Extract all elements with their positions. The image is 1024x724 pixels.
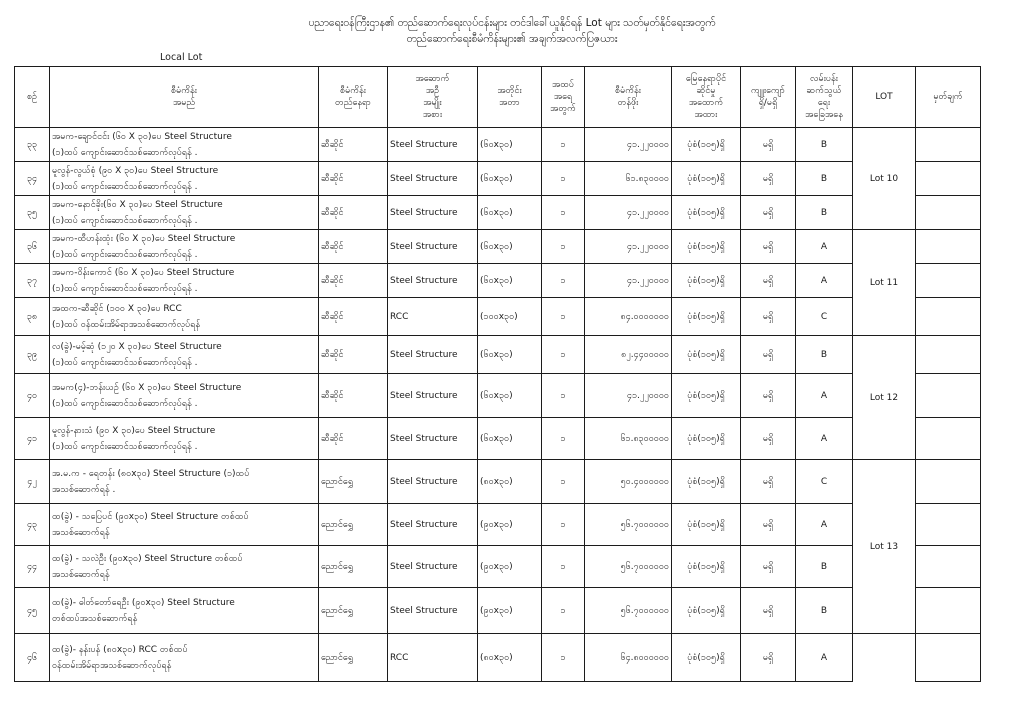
road-cell: A <box>796 418 853 460</box>
project-name-cell <box>50 418 319 460</box>
units-cell: ၁ <box>542 230 585 264</box>
lot-cell: Lot 12 <box>853 336 916 460</box>
land-cell: ပုံစံ(၁၀၅)ရှိ <box>672 230 741 264</box>
cost-cell: ၄၁.၂၂၀၀၀၀ <box>585 374 672 418</box>
serial-cell: ၃၄ <box>15 162 50 196</box>
location-cell: ညောင်ရွှေ <box>319 588 388 634</box>
land-cell: ပုံစံ(၁၀၅)ရှိ <box>672 196 741 230</box>
serial-cell: ၃၆ <box>15 230 50 264</box>
land-cell: ပုံစံ(၁၀၅)ရှိ <box>672 460 741 504</box>
road-cell: B <box>796 336 853 374</box>
encroach-cell: မရှိ <box>741 418 796 460</box>
project-name-line2: အသစ်ဆောက်ရန် <box>52 569 110 580</box>
size-cell: (၆၀x၃၀) <box>478 418 542 460</box>
remarks-cell <box>916 634 981 682</box>
land-cell: ပုံစံ(၁၀၅)ရှိ <box>672 264 741 298</box>
road-cell: C <box>796 460 853 504</box>
size-cell: (၉၀x၃၀) <box>478 546 542 588</box>
serial-cell: ၃၅ <box>15 196 50 230</box>
road-cell: B <box>796 196 853 230</box>
building-type-cell: RCC <box>388 634 478 682</box>
encroach-cell: မရှိ <box>741 298 796 336</box>
project-name-line2: (၁)ထပ် ကျောင်းဆောင်သစ်ဆောက်လုပ်ရန် . <box>52 147 198 158</box>
land-cell: ပုံစံ(၁၀၅)ရှိ <box>672 162 741 196</box>
encroach-cell: မရှိ <box>741 336 796 374</box>
remarks-cell <box>916 196 981 230</box>
land-cell: ပုံစံ(၁၀၅)ရှိ <box>672 336 741 374</box>
road-cell: A <box>796 374 853 418</box>
units-cell: ၁ <box>542 418 585 460</box>
units-cell: ၁ <box>542 264 585 298</box>
building-type-cell: Steel Structure <box>388 336 478 374</box>
land-cell: ပုံစံ(၁၀၅)ရှိ <box>672 298 741 336</box>
road-cell: A <box>796 264 853 298</box>
remarks-cell <box>916 460 981 504</box>
encroach-cell: မရှိ <box>741 546 796 588</box>
building-type-cell: Steel Structure <box>388 460 478 504</box>
project-name-line2: (၁)ထပ် ကျောင်းဆောင်သစ်ဆောက်လုပ်ရန် . <box>52 215 198 226</box>
project-name-line2: (၁)ထပ် ကျောင်းဆောင်သစ်ဆောက်လုပ်ရန် . <box>52 283 198 294</box>
header-project-name: စီမံကိန်း အမည် <box>50 67 319 128</box>
cost-cell: ၅၆.၇၀၀၀၀၀၀ <box>585 504 672 546</box>
road-cell: B <box>796 546 853 588</box>
project-name-line1: လ(ခွဲ)-မမ့်ဆုံ (၁၂၀ X ၃၀)ပေ Steel Structure <box>52 341 222 352</box>
cost-cell: ၈၂.၄၄၀၀၀၀၀ <box>585 336 672 374</box>
encroach-cell: မရှိ <box>741 162 796 196</box>
location-cell: ညောင်ရွှေ <box>319 460 388 504</box>
building-type-cell: Steel Structure <box>388 230 478 264</box>
project-name-line1: အ.မ.က - ရေတန်း (၈၀x၃၀) Steel Structure (၁)ထပ် <box>52 468 250 479</box>
table-row <box>15 460 981 504</box>
project-name-line1: ထ(ခွဲ) - သလဲဦး (၉၀x၃၀) Steel Structure တစ်ထပ် <box>52 553 243 564</box>
remarks-cell <box>916 546 981 588</box>
project-name-line2: (၁)ထပ် ကျောင်းဆောင်သစ်ဆောက်လုပ်ရန် . <box>52 357 198 368</box>
building-type-cell: Steel Structure <box>388 196 478 230</box>
serial-cell: ၄၀ <box>15 374 50 418</box>
building-type-cell: Steel Structure <box>388 546 478 588</box>
remarks-cell <box>916 418 981 460</box>
table-row <box>15 418 981 460</box>
project-name-line2: အသစ်ဆောက်ရန် <box>52 527 110 538</box>
project-name-line2: အသစ်ဆောက်ရန် . <box>52 484 116 495</box>
location-cell: ဆီဆိုင် <box>319 196 388 230</box>
encroach-cell: မရှိ <box>741 634 796 682</box>
lot-cell: Lot 11 <box>853 230 916 336</box>
size-cell: (၉၀x၃၀) <box>478 588 542 634</box>
location-cell: ဆီဆိုင် <box>319 374 388 418</box>
serial-cell: ၃၈ <box>15 298 50 336</box>
project-name-line2: (၁)ထပ် ကျောင်းဆောင်သစ်ဆောက်လုပ်ရန် . <box>52 441 198 452</box>
header-building-type: အဆောက် အဦ အမျိုး အစား <box>388 67 478 128</box>
cost-cell: ၅၀.၄၀၀၀၀၀၀ <box>585 460 672 504</box>
units-cell: ၁ <box>542 634 585 682</box>
location-cell: ညောင်ရွှေ <box>319 504 388 546</box>
serial-cell: ၄၄ <box>15 546 50 588</box>
header-encroach: ကျူးကျော် ရှိ/မရှိ <box>741 67 796 128</box>
project-name-cell <box>50 128 319 162</box>
serial-cell: ၃၇ <box>15 264 50 298</box>
cost-cell: ၄၁.၂၂၀၀၀၀ <box>585 230 672 264</box>
table-row <box>15 196 981 230</box>
table-row <box>15 264 981 298</box>
project-name-cell <box>50 504 319 546</box>
remarks-cell <box>916 374 981 418</box>
table-row <box>15 230 981 264</box>
encroach-cell: မရှိ <box>741 128 796 162</box>
remarks-cell <box>916 162 981 196</box>
header-cost: စီမံကိန်း တန်ဖိုး <box>585 67 672 128</box>
project-name-line2: (၁)ထပ် ဝန်ထမ်းအိမ်ရာအသစ်ဆောက်လုပ်ရန် <box>52 319 201 330</box>
table-row <box>15 374 981 418</box>
building-type-cell: Steel Structure <box>388 264 478 298</box>
units-cell: ၁ <box>542 588 585 634</box>
land-cell: ပုံစံ(၁၀၅)ရှိ <box>672 128 741 162</box>
serial-cell: ၃၉ <box>15 336 50 374</box>
project-name-line1: ထ(ခွဲ)- နန်းပန် (၈၀x၃၀) RCC တစ်ထပ် <box>52 644 188 655</box>
building-type-cell: Steel Structure <box>388 504 478 546</box>
building-type-cell: Steel Structure <box>388 418 478 460</box>
table-row <box>15 128 981 162</box>
location-cell: ဆီဆိုင် <box>319 128 388 162</box>
project-name-cell <box>50 374 319 418</box>
header-location: စီမံကိန်း တည်နေရာ <box>319 67 388 128</box>
encroach-cell: မရှိ <box>741 230 796 264</box>
encroach-cell: မရှိ <box>741 504 796 546</box>
remarks-cell <box>916 264 981 298</box>
serial-cell: ၄၁ <box>15 418 50 460</box>
remarks-cell <box>916 588 981 634</box>
project-name-cell <box>50 264 319 298</box>
size-cell: (၁၀၀x၃၀) <box>478 298 542 336</box>
size-cell: (၆၀x၃၀) <box>478 230 542 264</box>
document-title-line2: တည်ဆောက်ရေးစီမံကိန်းများ၏ အချက်အလက်ပြဇယား <box>406 33 618 45</box>
serial-cell: ၄၃ <box>15 504 50 546</box>
project-name-line1: ထ(ခွဲ) - သပြေပင် (၉၀x၃၀) Steel Structure တစ်ထပ် <box>52 511 249 522</box>
project-name-line2: ဝန်ထမ်းအိမ်ရာအသစ်ဆောက်လုပ်ရန် <box>52 660 172 671</box>
project-name-line1: မူလွန်-နားသံ (၉၀ X ၃၀)ပေ Steel Structure <box>52 425 216 436</box>
units-cell: ၁ <box>542 196 585 230</box>
project-name-line1: အမက-ဝိန်းကောင် (၆၀ X ၃၀)ပေ Steel Structure <box>52 267 235 278</box>
table-row <box>15 634 981 682</box>
header-size: အတိုင်း အတာ <box>478 67 542 128</box>
header-row <box>15 67 981 128</box>
units-cell: ၁ <box>542 298 585 336</box>
project-name-cell <box>50 298 319 336</box>
building-type-cell: Steel Structure <box>388 128 478 162</box>
encroach-cell: မရှိ <box>741 264 796 298</box>
project-name-cell <box>50 588 319 634</box>
units-cell: ၁ <box>542 128 585 162</box>
serial-cell: ၄၂ <box>15 460 50 504</box>
size-cell: (၆၀x၃၀) <box>478 162 542 196</box>
header-serial: စဉ် <box>15 67 50 128</box>
size-cell: (၆၀x၃၀) <box>478 336 542 374</box>
units-cell: ၁ <box>542 374 585 418</box>
project-name-line2: (၁)ထပ် ကျောင်းဆောင်သစ်ဆောက်လုပ်ရန် . <box>52 181 198 192</box>
building-type-cell: Steel Structure <box>388 588 478 634</box>
project-name-line2: (၁)ထပ် ကျောင်းဆောင်သစ်ဆောက်လုပ်ရန် . <box>52 249 198 260</box>
cost-cell: ၄၁.၂၂၀၀၀၀ <box>585 128 672 162</box>
remarks-cell <box>916 336 981 374</box>
road-cell: A <box>796 634 853 682</box>
size-cell: (၆၀x၃၀) <box>478 264 542 298</box>
road-cell: B <box>796 128 853 162</box>
encroach-cell: မရှိ <box>741 196 796 230</box>
units-cell: ၁ <box>542 546 585 588</box>
location-cell: ညောင်ရွှေ <box>319 634 388 682</box>
project-name-line2: (၁)ထပ် ကျောင်းဆောင်သစ်ဆောက်လုပ်ရန် . <box>52 398 198 409</box>
road-cell: B <box>796 588 853 634</box>
building-type-cell: RCC <box>388 298 478 336</box>
header-units: အထပ် အရေ အတွက် <box>542 67 585 128</box>
remarks-cell <box>916 504 981 546</box>
location-cell: ဆီဆိုင် <box>319 418 388 460</box>
land-cell: ပုံစံ(၁၀၅)ရှိ <box>672 504 741 546</box>
location-cell: ညောင်ရွှေ <box>319 546 388 588</box>
project-name-cell <box>50 336 319 374</box>
building-type-cell: Steel Structure <box>388 374 478 418</box>
project-name-cell <box>50 196 319 230</box>
project-name-cell <box>50 460 319 504</box>
serial-cell: ၃၃ <box>15 128 50 162</box>
project-name-line2: တစ်ထပ်အသစ်ဆောက်ရန် <box>52 613 138 624</box>
units-cell: ၁ <box>542 460 585 504</box>
cost-cell: ၄၁.၂၂၀၀၀၀ <box>585 196 672 230</box>
remarks-cell <box>916 128 981 162</box>
project-name-line1: အထက-ဆီဆိုင် (၁၀၀ X ၃၀)ပေ RCC <box>52 303 182 314</box>
size-cell: (၈၀x၃၀) <box>478 460 542 504</box>
building-type-cell: Steel Structure <box>388 162 478 196</box>
table-row <box>15 504 981 546</box>
location-cell: ဆီဆိုင် <box>319 162 388 196</box>
header-land: မြေနေရာပိုင် ဆိုင်မှု အထောက် အထား <box>672 67 741 128</box>
road-cell: A <box>796 504 853 546</box>
local-lot-label: Local Lot <box>160 52 203 63</box>
serial-cell: ၄၅ <box>15 588 50 634</box>
cost-cell: ၈၄.၀၀၀၀၀၀၀ <box>585 298 672 336</box>
document-title-line1: ပညာရေးဝန်ကြီးဌာန၏ တည်ဆောက်ရေးလုပ်ငန်းများ တင်ဒါခေါ်ယူနိုင်ရန် Lot များ သတ်မှတ်နိုင်ရေးအတွက် <box>308 17 716 29</box>
header-lot: LOT <box>853 67 916 128</box>
size-cell: (၆၀x၃၀) <box>478 196 542 230</box>
projects-table <box>14 66 981 682</box>
road-cell: C <box>796 298 853 336</box>
project-name-line1: အမက-ချောင်ငင်း (၆၀ X ၃၀)ပေ Steel Structure <box>52 131 232 142</box>
size-cell: (၆၀x၃၀) <box>478 374 542 418</box>
remarks-cell <box>916 230 981 264</box>
header-road: လမ်းပန်း ဆက်သွယ် ရေး အခြေအနေ <box>796 67 853 128</box>
cost-cell: ၄၁.၂၂၀၀၀၀ <box>585 264 672 298</box>
project-name-cell <box>50 634 319 682</box>
location-cell: ဆီဆိုင် <box>319 230 388 264</box>
cost-cell: ၆၁.၈၃၀၀၀၀၀ <box>585 418 672 460</box>
location-cell: ဆီဆိုင် <box>319 298 388 336</box>
cost-cell: ၅၆.၇၀၀၀၀၀၀ <box>585 546 672 588</box>
cost-cell: ၆၁.၈၃၀၀၀၀ <box>585 162 672 196</box>
remarks-cell <box>916 298 981 336</box>
cost-cell: ၅၆.၇၀၀၀၀၀၀ <box>585 588 672 634</box>
units-cell: ၁ <box>542 162 585 196</box>
project-name-cell <box>50 162 319 196</box>
land-cell: ပုံစံ(၁၀၅)ရှိ <box>672 634 741 682</box>
location-cell: ဆီဆိုင် <box>319 336 388 374</box>
road-cell: A <box>796 230 853 264</box>
project-name-cell <box>50 230 319 264</box>
project-name-cell <box>50 546 319 588</box>
units-cell: ၁ <box>542 504 585 546</box>
land-cell: ပုံစံ(၁၀၅)ရှိ <box>672 418 741 460</box>
table-body <box>15 128 981 682</box>
land-cell: ပုံစံ(၁၀၅)ရှိ <box>672 588 741 634</box>
land-cell: ပုံစံ(၁၀၅)ရှိ <box>672 374 741 418</box>
project-name-line1: ထ(ခွဲ)- ဓါတ်တော်ရေဦး (၉၀x၃၀) Steel Structure <box>52 597 235 608</box>
project-name-line1: မူလွန်-လွယ်စုံ (၉၀ X ၃၀)ပေ Steel Structure <box>52 165 219 176</box>
header-remarks: မှတ်ချက် <box>916 67 981 128</box>
encroach-cell: မရှိ <box>741 374 796 418</box>
lot-cell: Lot 10 <box>853 128 916 230</box>
project-name-line1: အမက-နောင်ခိုး(၆၀ X ၃၀)ပေ Steel Structure <box>52 199 223 210</box>
size-cell: (၈၀x၃၀) <box>478 634 542 682</box>
table-row <box>15 546 981 588</box>
project-name-line1: အမက-ထီဟန်းထုံး (၆၀ X ၃၀)ပေ Steel Structure <box>52 233 236 244</box>
table-row <box>15 162 981 196</box>
size-cell: (၉၀x၃၀) <box>478 504 542 546</box>
land-cell: ပုံစံ(၁၀၅)ရှိ <box>672 546 741 588</box>
serial-cell: ၄၆ <box>15 634 50 682</box>
table-row <box>15 336 981 374</box>
table-row <box>15 588 981 634</box>
road-cell: B <box>796 162 853 196</box>
project-name-line1: အမက(၄)-ဘန်းယဉ် (၆၀ X ၃၀)ပေ Steel Structure <box>52 382 242 393</box>
location-cell: ဆီဆိုင် <box>319 264 388 298</box>
cost-cell: ၆၄.၈၀၀၀၀၀၀ <box>585 634 672 682</box>
table-row <box>15 298 981 336</box>
lot-cell <box>853 634 916 682</box>
encroach-cell: မရှိ <box>741 588 796 634</box>
units-cell: ၁ <box>542 336 585 374</box>
encroach-cell: မရှိ <box>741 460 796 504</box>
lot-cell: Lot 13 <box>853 460 916 634</box>
size-cell: (၆၀x၃၀) <box>478 128 542 162</box>
